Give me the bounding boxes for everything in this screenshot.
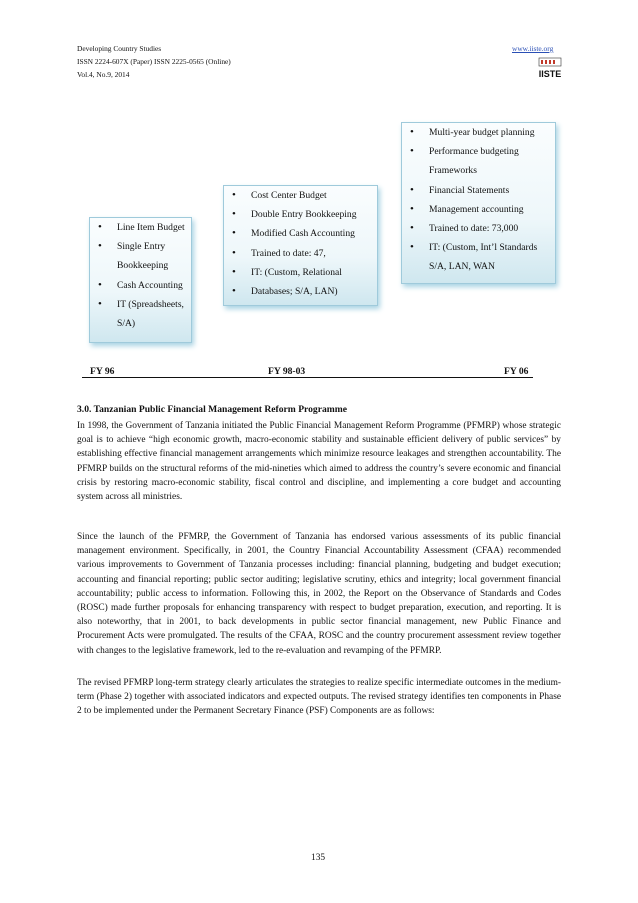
box-item-text: Trained to date: 47, bbox=[251, 247, 326, 259]
box-item-text: Single Entry bbox=[117, 241, 166, 253]
box-item-text: Databases; S/A, LAN) bbox=[251, 286, 338, 298]
box-item bbox=[402, 181, 555, 200]
box-item-text: Multi-year budget planning bbox=[429, 127, 535, 138]
box-list bbox=[224, 186, 377, 301]
timeline-fy06: FY 06 bbox=[504, 366, 529, 377]
box-item bbox=[402, 123, 555, 142]
box-item bbox=[90, 218, 191, 237]
box-item bbox=[224, 186, 377, 205]
box-item-text: Cash Accounting bbox=[117, 279, 183, 291]
section-heading: 3.0. Tanzanian Public Financial Management Reform Programme bbox=[77, 404, 348, 415]
iiste-logo bbox=[538, 57, 562, 79]
box-item bbox=[402, 257, 555, 276]
timeline-fy98-03: FY 98-03 bbox=[268, 366, 306, 377]
bullet-icon: • bbox=[232, 208, 236, 221]
bullet-icon: • bbox=[410, 241, 414, 254]
budget-box-fy06 bbox=[401, 122, 556, 284]
bullet-icon: • bbox=[410, 145, 414, 158]
box-item bbox=[402, 238, 555, 257]
box-item bbox=[224, 244, 377, 263]
box-item bbox=[90, 314, 191, 333]
bullet-icon: • bbox=[410, 126, 414, 138]
budget-box-fy98-03 bbox=[223, 185, 378, 306]
paragraph-2: Since the launch of the PFMRP, the Government of Tanzania has endorsed various assessments of its public financial management environment. Specifically, in 2001, the Country Financial Accountability Assessment (CFAA) recommended various improvements to Government of Tanzania processes including: financial planning, budgeting and budget execution; accounting and financial reporting; public sector auditing; legislative scrutiny, ethics and integrity; local government financial accountability; public access to information. Following this, in 2002, the Report on the Observance of Standards and Codes (ROSC) made further proposals for enhancing transparency with respect to budget preparation, execution, and reporting. It is also noteworthy, that in 2001, to back developments in public sector financial management, new Public Finance and Procurement Acts were promulgated. The results of the CFAA, ROSC and the country procurement assessment review together with changes to the legislative framework, led to the re-evaluation and revamping of the PFMRP. bbox=[77, 532, 561, 656]
box-item-text: IT: (Custom, Int’l Standards bbox=[429, 242, 538, 254]
journal-url-link[interactable]: www.iiste.org bbox=[512, 44, 554, 53]
box-item-text: Financial Statements bbox=[429, 184, 510, 196]
box-item-text: S/A) bbox=[117, 318, 136, 330]
bullet-icon: • bbox=[232, 265, 236, 278]
box-list bbox=[402, 123, 555, 277]
bullet-icon: • bbox=[410, 222, 414, 235]
bullet-icon: • bbox=[410, 183, 414, 196]
box-item-text: Management accounting bbox=[429, 203, 524, 215]
issn-line: ISSN 2224-607X (Paper) ISSN 2225-0565 (Online) bbox=[77, 57, 231, 66]
box-item bbox=[90, 237, 191, 256]
bullet-icon: • bbox=[232, 285, 236, 298]
box-item-text: Cost Center Budget bbox=[251, 190, 327, 201]
bullet-icon: • bbox=[232, 189, 236, 201]
logo-text: IISTE bbox=[538, 69, 562, 79]
bullet-icon: • bbox=[98, 297, 102, 310]
box-item bbox=[402, 200, 555, 219]
box-list bbox=[90, 218, 191, 333]
box-item bbox=[402, 142, 555, 161]
timeline-fy96: FY 96 bbox=[90, 366, 115, 377]
box-item-text: S/A, LAN, WAN bbox=[429, 261, 495, 273]
bullet-icon: • bbox=[232, 227, 236, 240]
box-item-text: Modified Cash Accounting bbox=[251, 228, 355, 240]
box-item-text: Performance budgeting bbox=[429, 146, 519, 158]
box-item-text: Frameworks bbox=[429, 165, 477, 177]
budget-box-fy96 bbox=[89, 217, 192, 343]
box-item bbox=[90, 276, 191, 295]
journal-title: Developing Country Studies bbox=[77, 44, 162, 53]
bullet-icon: • bbox=[98, 278, 102, 291]
bullet-icon: • bbox=[410, 202, 414, 215]
box-item bbox=[402, 161, 555, 180]
box-item bbox=[402, 219, 555, 238]
box-item-text: IT: (Custom, Relational bbox=[251, 266, 342, 278]
volume-line: Vol.4, No.9, 2014 bbox=[77, 70, 130, 79]
timeline-underline bbox=[82, 377, 533, 378]
paragraph-1: In 1998, the Government of Tanzania initiated the Public Financial Management Reform Programme (PFMRP) whose strategic goal is to achieve “high economic growth, macro-economic stability and sustainable efficient delivery of public services” by establishing effective financial management arrangements which minimize resource leakages and strengthen accountability. The PFMRP builds on the structural reforms of the mid-nineties which aimed to address the country’s severe economic and financial crisis by restoring macro-economic stability, fiscal control and discipline, and implementing a core budget and accounting system across all ministries. bbox=[77, 421, 561, 503]
box-item bbox=[224, 282, 377, 301]
box-item-text: Bookkeeping bbox=[117, 260, 169, 272]
box-item bbox=[224, 224, 377, 243]
box-item bbox=[90, 295, 191, 314]
paragraph-3: The revised PFMRP long-term strategy clearly articulates the strategies to realize specific intermediate outcomes in the medium-term (Phase 2) together with associated indicators and expected outputs. The revised strategy identifies ten components in Phase 2 to be implemented under the Permanent Secretary Finance (PSF) Components are as follows: bbox=[77, 678, 561, 717]
box-item bbox=[224, 205, 377, 224]
box-item-text: IT (Spreadsheets, bbox=[117, 298, 184, 310]
bullet-icon: • bbox=[98, 240, 102, 253]
box-item-text: Double Entry Bookkeeping bbox=[251, 209, 357, 221]
box-item-text: Trained to date: 73,000 bbox=[429, 223, 519, 235]
bullet-icon: • bbox=[98, 221, 102, 233]
page-number: 135 bbox=[311, 853, 326, 863]
box-item bbox=[224, 263, 377, 282]
bullet-icon: • bbox=[232, 246, 236, 259]
box-item-text: Line Item Budget bbox=[117, 222, 185, 233]
box-item bbox=[90, 256, 191, 275]
